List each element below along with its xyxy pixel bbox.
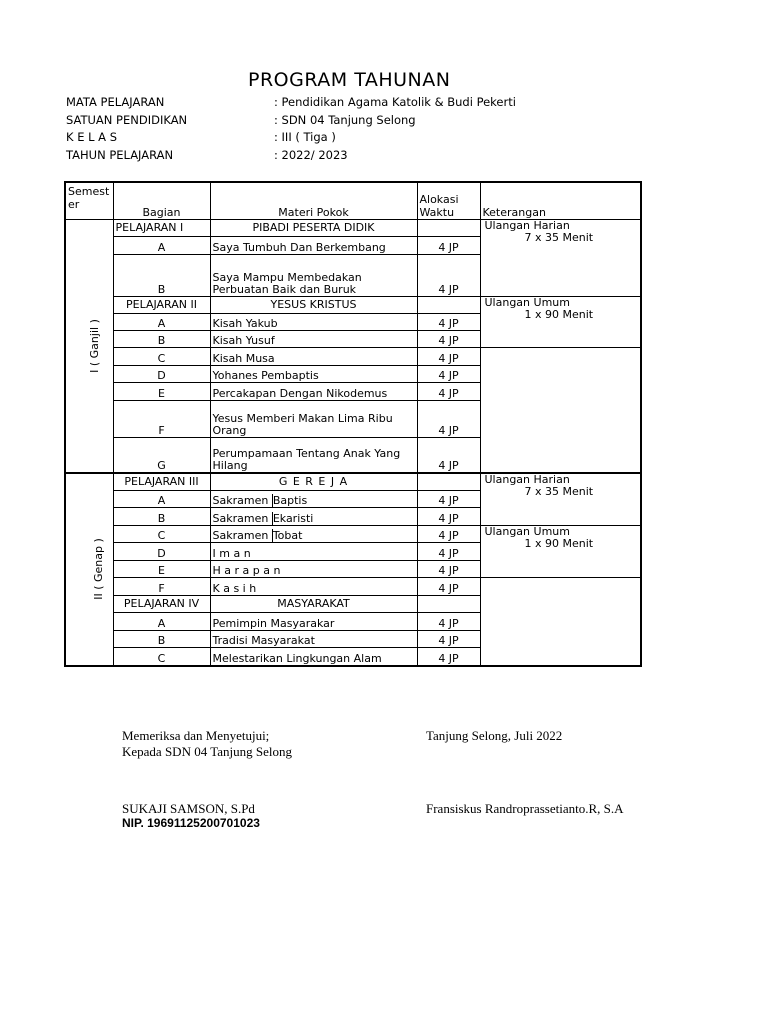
keterangan-cell-4: [480, 526, 641, 578]
bagian-cell: A: [113, 491, 210, 508]
keterangan-cell-1: [480, 220, 641, 297]
sign-left-nip: NIP. 19691125200701023: [122, 816, 260, 830]
alokasi-cell: [417, 473, 480, 491]
bagian-cell: PELAJARAN II: [113, 297, 210, 314]
sign-left-line2: Kepada SDN 04 Tanjung Selong: [122, 744, 292, 759]
alokasi-cell: 4 JP: [417, 631, 480, 648]
bagian-cell: D: [113, 366, 210, 383]
materi-cell: K a s i h: [210, 578, 417, 596]
table-header-row: [65, 182, 641, 220]
materi-cell: Percakapan Dengan Nikodemus: [210, 383, 417, 401]
alokasi-cell: 4 JP: [417, 613, 480, 631]
semester-1-cell: [65, 220, 113, 473]
table-row: [65, 526, 641, 543]
materi-part-b: Baptis: [272, 494, 308, 507]
bagian-cell: E: [113, 383, 210, 401]
meta-label-tahun: TAHUN PELAJARAN: [66, 148, 174, 162]
keterangan-cell-empty-2: [480, 578, 641, 666]
alokasi-cell: 4 JP: [417, 648, 480, 666]
materi-part-b: Tobat: [272, 529, 303, 542]
bagian-cell: A: [113, 237, 210, 255]
alokasi-cell: 4 JP: [417, 543, 480, 561]
table-row: [65, 220, 641, 237]
bagian-cell: F: [113, 401, 210, 438]
materi-cell: [210, 508, 417, 526]
materi-part-a: Sakramen: [212, 512, 269, 525]
alokasi-cell: 4 JP: [417, 491, 480, 508]
bagian-cell: C: [113, 526, 210, 543]
bagian-cell: A: [113, 613, 210, 631]
bagian-cell: PELAJARAN IV: [113, 596, 210, 613]
meta-label-kelas: K E L A S: [66, 130, 118, 144]
bagian-cell: PELAJARAN III: [113, 473, 210, 491]
alokasi-cell: 4 JP: [417, 561, 480, 578]
materi-cell: I m a n: [210, 543, 417, 561]
materi-cell: Saya Mampu Membedakan Perbuatan Baik dan Buruk: [210, 255, 417, 297]
bagian-cell: F: [113, 578, 210, 596]
keterangan-cell-empty-1: [480, 348, 641, 473]
materi-cell: Yesus Memberi Makan Lima Ribu Orang: [210, 401, 417, 438]
program-table: [64, 181, 642, 667]
materi-cell: H a r a p a n: [210, 561, 417, 578]
materi-cell: Perumpamaan Tentang Anak Yang Hilang: [210, 438, 417, 473]
meta-value-mapel: : Pendidikan Agama Katolik & Budi Pekerti: [274, 95, 516, 109]
materi-cell: G E R E J A: [210, 473, 417, 491]
alokasi-cell: [417, 220, 480, 237]
table-row: [65, 578, 641, 596]
header-alokasi: Alokasi Waktu: [417, 182, 480, 220]
meta-value-satuan: : SDN 04 Tanjung Selong: [274, 113, 416, 127]
keterangan-cell-2: [480, 297, 641, 348]
alokasi-cell: 4 JP: [417, 508, 480, 526]
materi-part-b: Ekaristi: [272, 512, 314, 525]
sign-right-date: Tanjung Selong, Juli 2022: [426, 728, 563, 743]
bagian-cell: C: [113, 348, 210, 366]
materi-cell: Saya Tumbuh Dan Berkembang: [210, 237, 417, 255]
alokasi-cell: 4 JP: [417, 331, 480, 348]
header-semester: Semest er: [65, 182, 113, 220]
alokasi-cell: 4 JP: [417, 348, 480, 366]
alokasi-cell: 4 JP: [417, 255, 480, 297]
ket-1-line1: Ulangan Harian: [484, 219, 570, 232]
alokasi-cell: 4 JP: [417, 366, 480, 383]
alokasi-cell: 4 JP: [417, 401, 480, 438]
header-keterangan: Keterangan: [480, 182, 641, 220]
bagian-cell: E: [113, 561, 210, 578]
ket-2-line2: 1 x 90 Menit: [524, 308, 594, 321]
alokasi-cell: 4 JP: [417, 438, 480, 473]
materi-cell: MASYARAKAT: [210, 596, 417, 613]
bagian-cell: PELAJARAN I: [113, 220, 210, 237]
materi-cell: Kisah Yusuf: [210, 331, 417, 348]
alokasi-cell: 4 JP: [417, 526, 480, 543]
sign-left-line1: Memeriksa dan Menyetujui;: [122, 728, 270, 743]
alokasi-cell: [417, 596, 480, 613]
materi-cell: [210, 491, 417, 508]
semester-1-label: I ( Ganjil ): [87, 318, 101, 373]
materi-cell: PIBADI PESERTA DIDIK: [210, 220, 417, 237]
bagian-cell: G: [113, 438, 210, 473]
alokasi-cell: 4 JP: [417, 383, 480, 401]
page-title: PROGRAM TAHUNAN: [248, 69, 451, 91]
sign-left-name: SUKAJI SAMSON, S.Pd: [122, 801, 255, 816]
sign-right-name: Fransiskus Randroprassetianto.R, S.A: [426, 801, 624, 816]
bagian-cell: B: [113, 255, 210, 297]
ket-1-line2: 7 x 35 Menit: [524, 231, 594, 244]
meta-label-mapel: MATA PELAJARAN: [66, 95, 165, 109]
materi-part-a: Sakramen: [212, 494, 269, 507]
bagian-cell: C: [113, 648, 210, 666]
alokasi-cell: 4 JP: [417, 314, 480, 331]
materi-cell: Kisah Yakub: [210, 314, 417, 331]
ket-4-line2: 1 x 90 Menit: [524, 537, 594, 550]
meta-value-kelas: : III ( Tiga ): [274, 130, 336, 144]
ket-2-line1: Ulangan Umum: [484, 296, 570, 309]
bagian-cell: A: [113, 314, 210, 331]
header-materi: Materi Pokok: [210, 182, 417, 220]
ket-3-line2: 7 x 35 Menit: [524, 484, 594, 498]
meta-label-satuan: SATUAN PENDIDIKAN: [66, 113, 188, 127]
alokasi-cell: [417, 297, 480, 314]
table-row: [65, 297, 641, 314]
bagian-cell: D: [113, 543, 210, 561]
meta-value-tahun: : 2022/ 2023: [274, 148, 348, 162]
materi-part-a: Sakramen: [212, 529, 269, 542]
ket-3-line1: Ulangan Harian: [484, 472, 570, 486]
alokasi-cell: 4 JP: [417, 578, 480, 596]
table-row: [65, 473, 641, 491]
materi-cell: Melestarikan Lingkungan Alam: [210, 648, 417, 666]
materi-cell: Tradisi Masyarakat: [210, 631, 417, 648]
ket-4-line1: Ulangan Umum: [484, 525, 570, 538]
materi-cell: Kisah Musa: [210, 348, 417, 366]
bagian-cell: B: [113, 331, 210, 348]
bagian-cell: B: [113, 631, 210, 648]
table-row: [65, 348, 641, 366]
materi-cell: [210, 526, 417, 543]
materi-cell: Yohanes Pembaptis: [210, 366, 417, 383]
semester-2-cell: [65, 473, 113, 666]
materi-cell: YESUS KRISTUS: [210, 297, 417, 314]
keterangan-cell-3: [480, 473, 641, 526]
bagian-cell: B: [113, 508, 210, 526]
semester-2-label: II ( Genap ): [91, 538, 105, 600]
alokasi-cell: 4 JP: [417, 237, 480, 255]
header-bagian: Bagian: [113, 182, 210, 220]
materi-cell: Pemimpin Masyarakar: [210, 613, 417, 631]
